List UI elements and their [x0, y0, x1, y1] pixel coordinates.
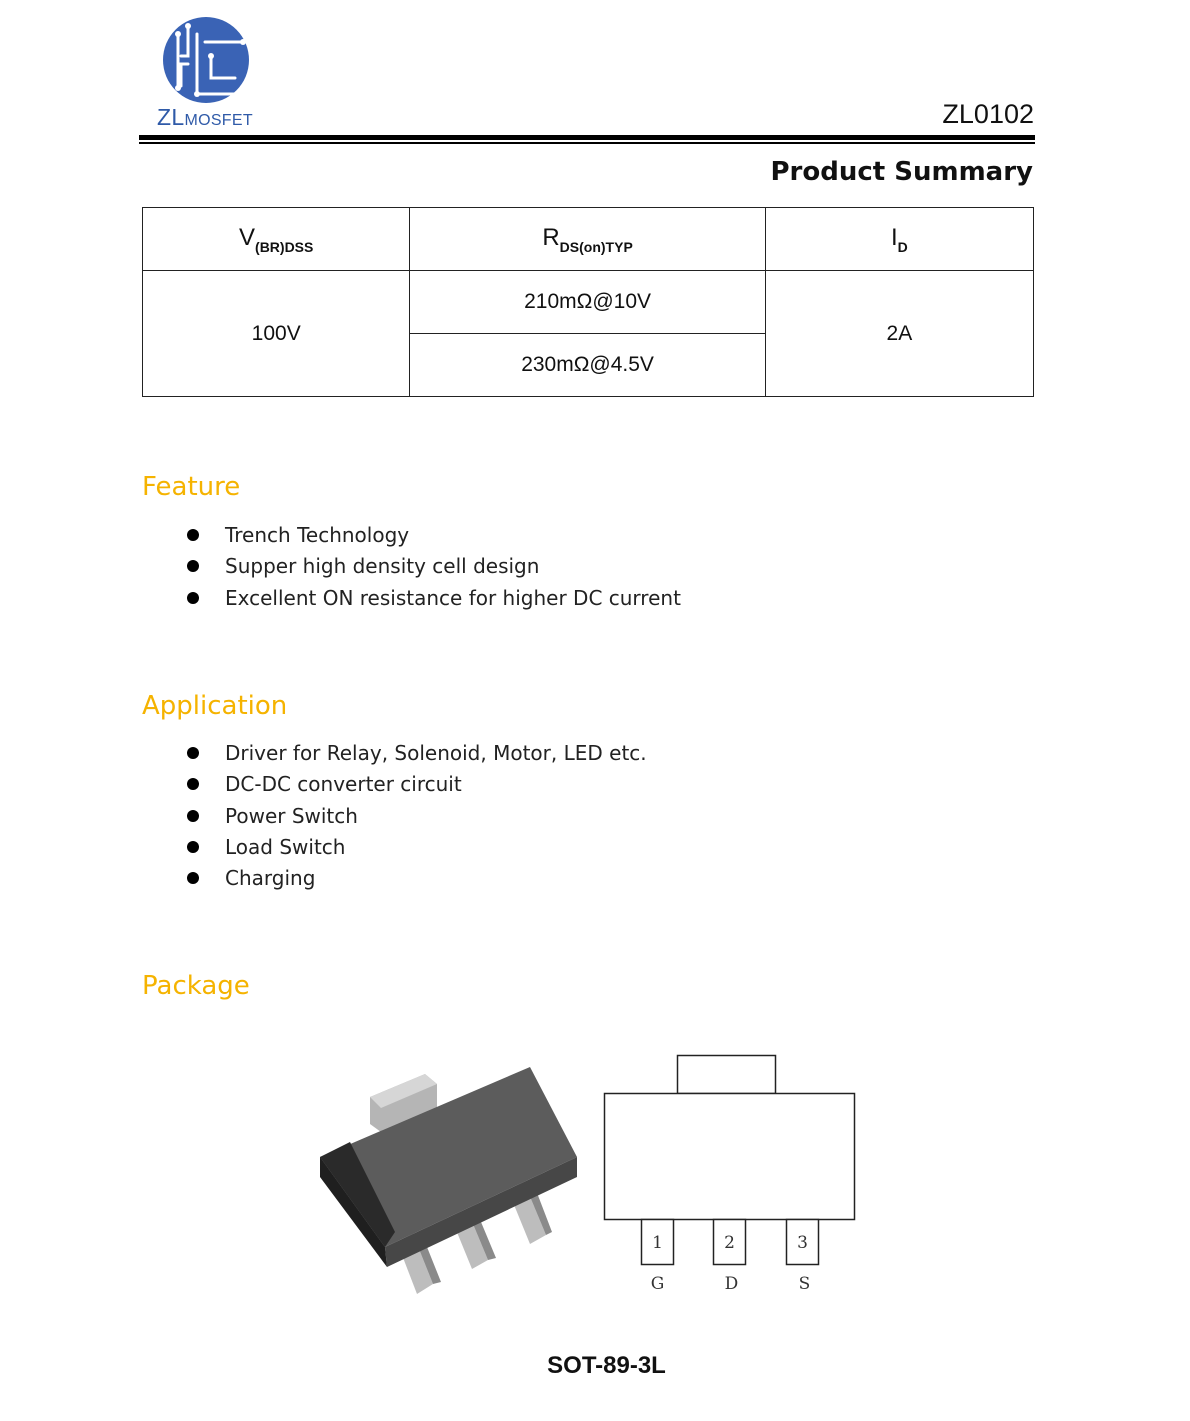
package-name: SOT-89-3L — [547, 1352, 666, 1379]
logo-wordmark — [157, 104, 253, 131]
list-item: Load Switch — [185, 832, 647, 863]
header-id: $I_D$ — [765, 208, 1033, 271]
bullet-icon — [187, 778, 199, 790]
header-vdss: $V_{(BR)DSS}$ — [143, 208, 410, 271]
application-list — [185, 738, 647, 894]
bullet-icon — [187, 841, 199, 853]
package-outline-drawing — [600, 1050, 860, 1300]
part-number: ZL0102 — [942, 99, 1034, 129]
pin-label: S — [798, 1274, 811, 1294]
list-item: DC-DC converter circuit — [185, 769, 647, 800]
pin-number: 1 — [652, 1233, 663, 1253]
product-summary-title: Product Summary — [770, 157, 1033, 187]
bullet-icon — [187, 529, 199, 541]
package-3d-illustration — [315, 1062, 580, 1302]
list-item: Charging — [185, 863, 647, 894]
list-item: Excellent ON resistance for higher DC current — [185, 583, 681, 614]
feature-heading: Feature — [142, 472, 241, 502]
product-summary-table — [142, 207, 1034, 397]
application-heading: Application — [142, 691, 288, 721]
summary-header-row — [143, 208, 1034, 271]
pin-label: G — [650, 1274, 665, 1294]
header-rdson: $R_{DS(on)TYP}$ — [410, 208, 765, 271]
bullet-icon — [187, 747, 199, 759]
list-item: Trench Technology — [185, 520, 681, 551]
list-item: Driver for Relay, Solenoid, Motor, LED etc. — [185, 738, 647, 769]
header-rule-thick — [139, 135, 1035, 140]
header-rule-thin — [139, 142, 1035, 144]
package-outline-svg — [600, 1050, 860, 1300]
logo-brand-sub: MOSFET — [184, 112, 253, 129]
cell-vdss: 100V — [143, 271, 410, 397]
cell-rdson-10v: 210mΩ@10V — [410, 271, 765, 334]
logo-brand-main: ZL — [157, 104, 185, 130]
bullet-icon — [187, 872, 199, 884]
pin-number: 2 — [724, 1233, 735, 1253]
feature-list — [185, 520, 681, 614]
list-item: Power Switch — [185, 801, 647, 832]
cell-rdson-4v5: 230mΩ@4.5V — [410, 334, 765, 397]
pin-number: 3 — [797, 1233, 808, 1253]
package-heading: Package — [142, 971, 250, 1001]
cell-id: 2A — [765, 271, 1033, 397]
list-item: Supper high density cell design — [185, 551, 681, 582]
pin-label: D — [724, 1274, 739, 1294]
summary-row-1 — [143, 271, 1034, 334]
bullet-icon — [187, 810, 199, 822]
bullet-icon — [187, 592, 199, 604]
bullet-icon — [187, 560, 199, 572]
